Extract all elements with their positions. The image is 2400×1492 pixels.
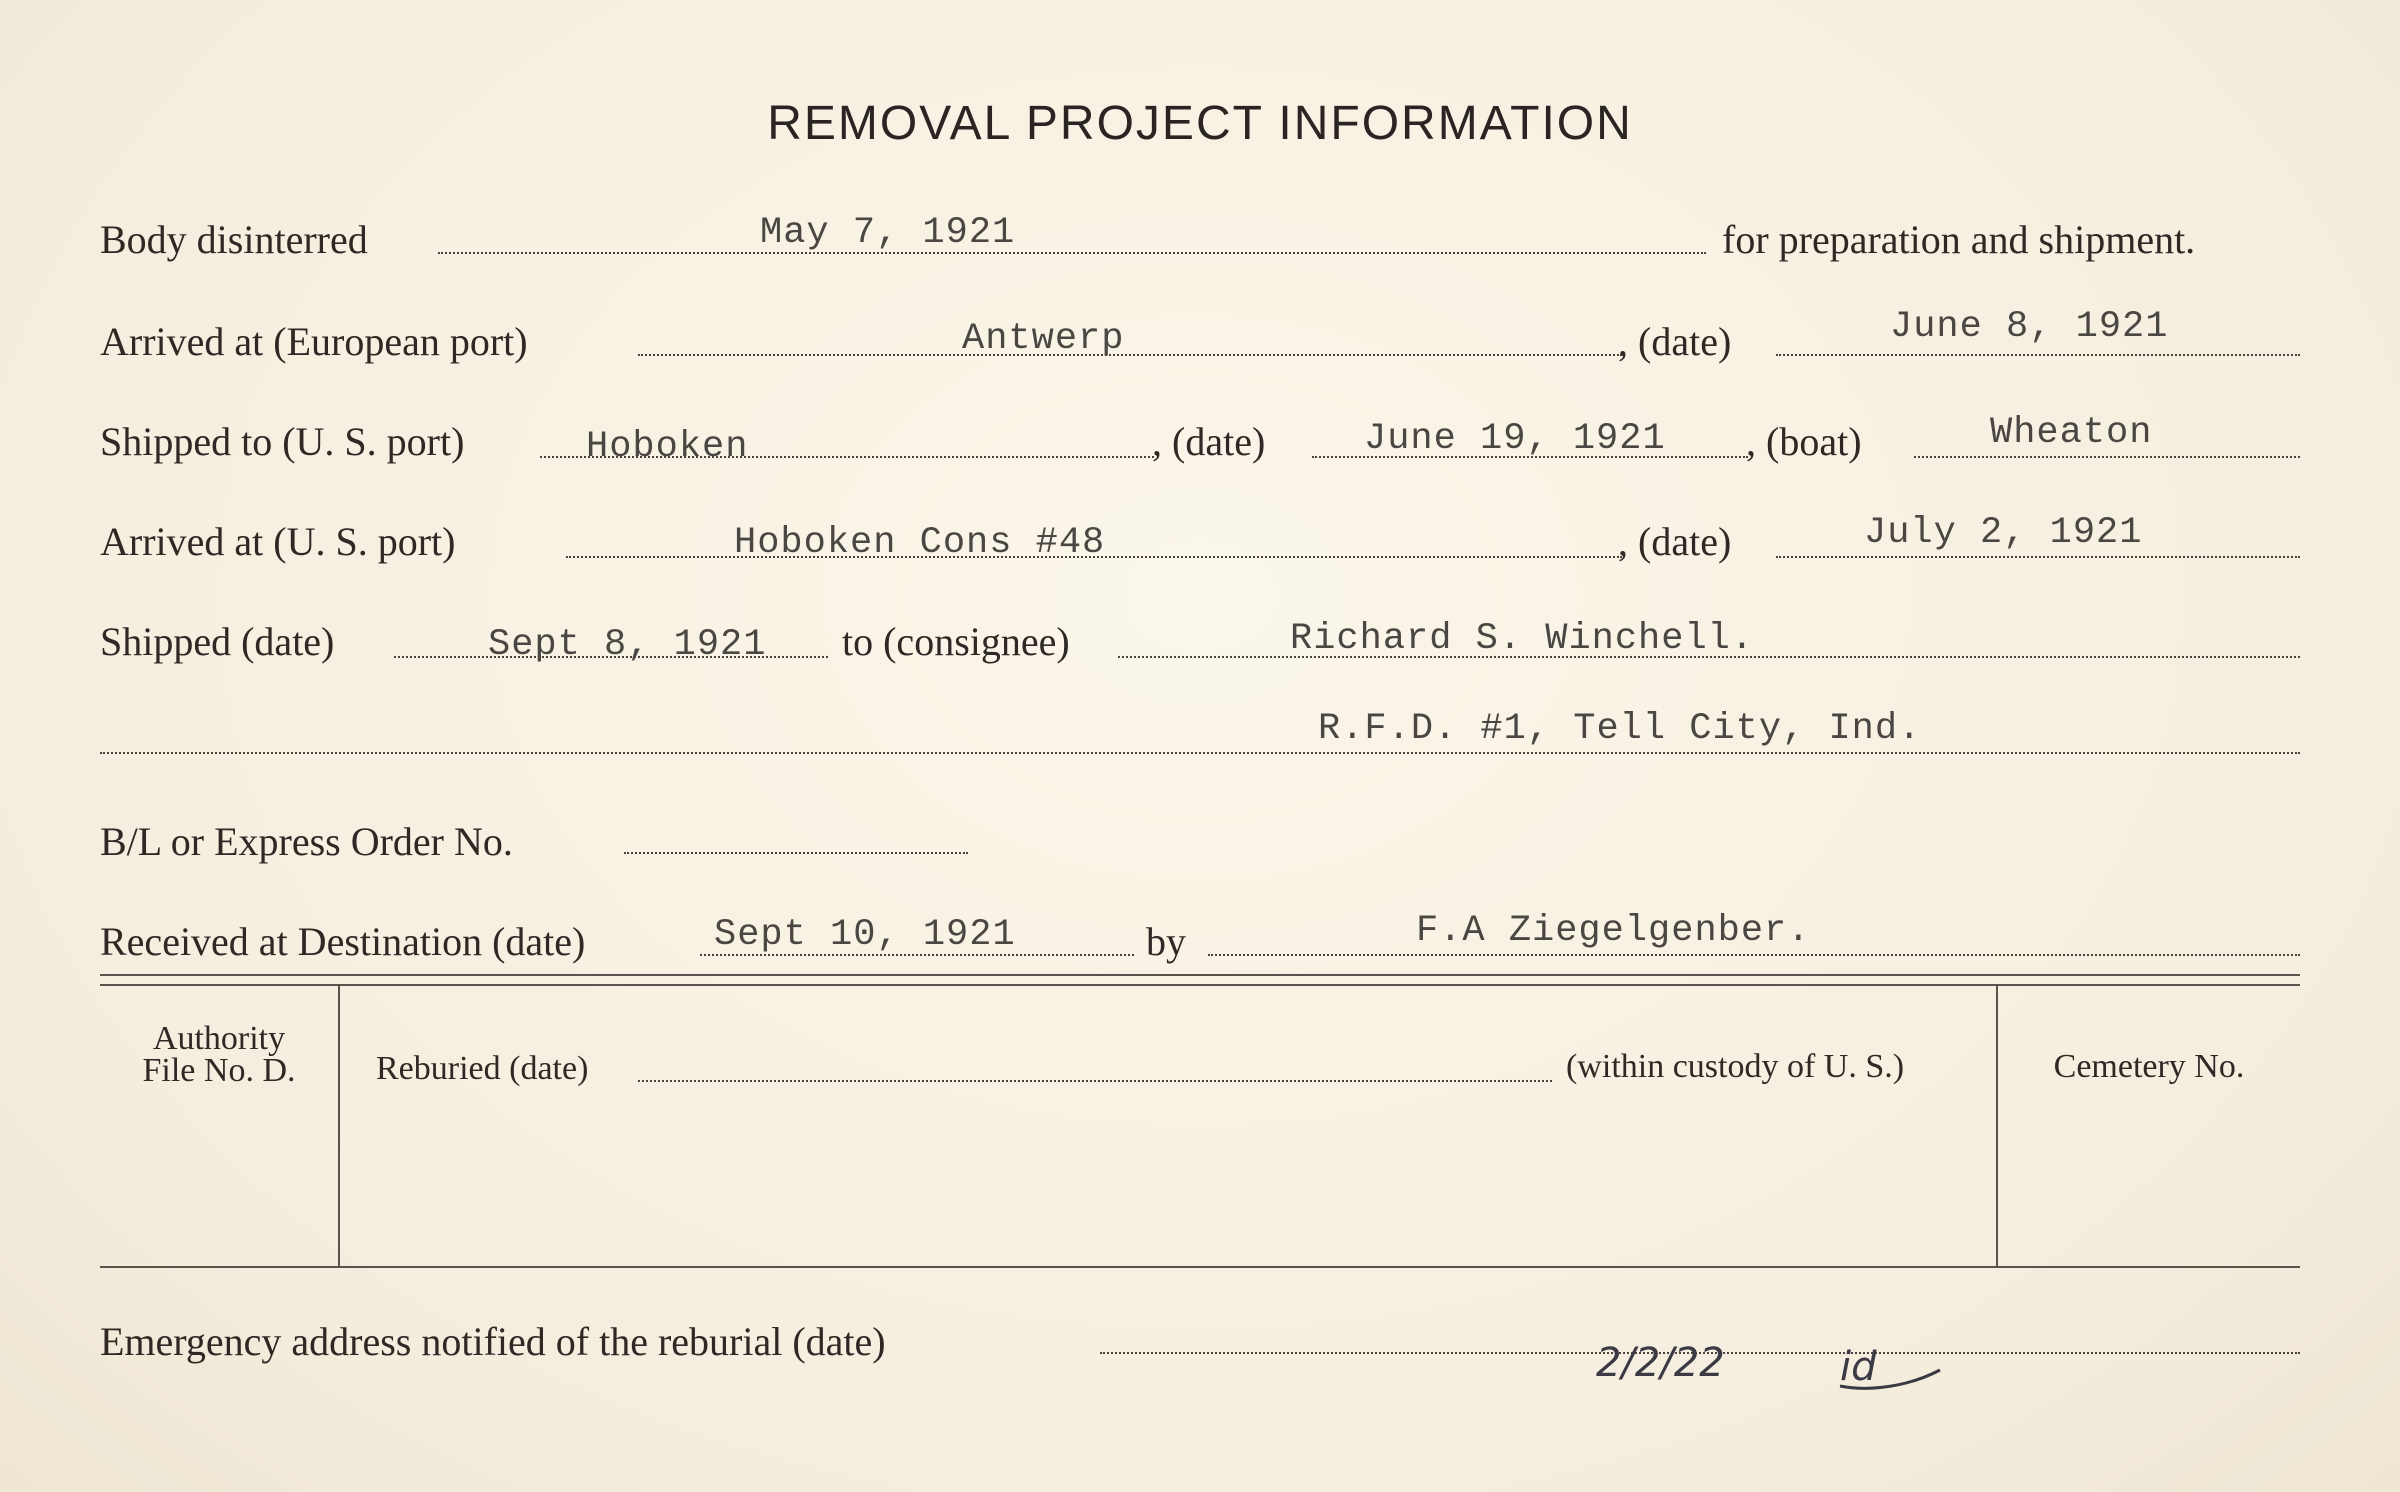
arrived-us-date-value: July 2, 1921 [1864, 512, 2143, 554]
reburied-label: Reburied (date) [376, 1050, 589, 1087]
shipped-us-date-label: , (date) [1152, 419, 1266, 464]
bl-label: B/L or Express Order No. [100, 819, 513, 864]
table-divider-left [338, 986, 340, 1268]
consignee-address-line [100, 752, 2300, 754]
consignee-value: Richard S. Winchell. [1290, 618, 1755, 660]
bl-line [624, 852, 968, 854]
initials-flourish [1830, 1340, 1950, 1400]
table-bottom-rule [100, 1266, 2300, 1268]
consignee-label: to (consignee) [842, 619, 1070, 664]
received-date-value: Sept 10, 1921 [714, 914, 1016, 956]
received-by-value: F.A Ziegelgenber. [1416, 910, 1811, 952]
arrived-us-date-line [1776, 556, 2300, 558]
reburied-line [638, 1080, 1552, 1082]
received-by-label: by [1146, 919, 1186, 964]
arrived-european-port-value: Antwerp [962, 318, 1125, 360]
authority-label-line1: Authority [152, 1020, 286, 1057]
table-top-rule-2 [100, 984, 2300, 986]
body-disinterred-value: May 7, 1921 [760, 212, 1016, 254]
arrived-european-label: Arrived at (European port) [100, 319, 528, 364]
shipped-date-value: Sept 8, 1921 [488, 624, 767, 666]
emergency-label: Emergency address notified of the reburial (date) [100, 1319, 886, 1364]
card-title: REMOVAL PROJECT INFORMATION [767, 97, 1633, 150]
cemetery-label: Cemetery No. [2053, 1048, 2245, 1085]
custody-label: (within custody of U. S.) [1566, 1048, 1905, 1085]
arrived-us-port-value: Hoboken Cons #48 [734, 522, 1106, 564]
arrived-us-label: Arrived at (U. S. port) [100, 519, 456, 564]
authority-label-line2: File No. D. [142, 1052, 296, 1089]
body-disinterred-line [438, 252, 1706, 254]
shipped-us-port-value: Hoboken [586, 426, 749, 468]
received-by-line [1208, 954, 2300, 956]
emergency-initials: id [1840, 1344, 1877, 1390]
arrived-us-date-label: , (date) [1618, 519, 1732, 564]
arrived-european-date-value: June 8, 1921 [1890, 306, 2169, 348]
shipped-us-boat-line [1914, 456, 2300, 458]
shipped-us-boat-label: , (boat) [1746, 419, 1862, 464]
body-disinterred-suffix: for preparation and shipment. [1722, 217, 2196, 262]
consignee-address-value: R.F.D. #1, Tell City, Ind. [1318, 708, 1922, 750]
shipped-date-label: Shipped (date) [100, 619, 335, 664]
table-divider-right [1996, 986, 1998, 1268]
received-label: Received at Destination (date) [100, 919, 586, 964]
shipped-us-date-value: June 19, 1921 [1364, 418, 1666, 460]
body-disinterred-label: Body disinterred [100, 217, 368, 262]
emergency-date-value: 2/2/22 [1596, 1340, 1725, 1386]
arrived-european-line [638, 354, 1622, 356]
table-top-rule [100, 974, 2300, 976]
shipped-us-label: Shipped to (U. S. port) [100, 419, 465, 464]
arrived-european-date-line [1776, 354, 2300, 356]
shipped-us-boat-value: Wheaton [1990, 412, 2153, 454]
arrived-european-date-label: , (date) [1618, 319, 1732, 364]
